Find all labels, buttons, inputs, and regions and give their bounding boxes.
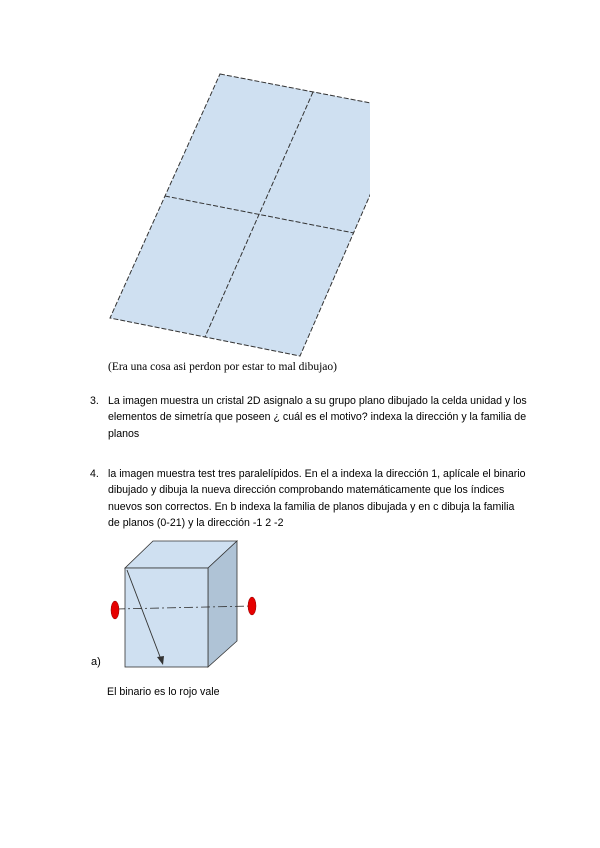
- figure-a-label: a): [91, 656, 101, 668]
- question-4-text: la imagen muestra test tres paralelípidos. En el a indexa la dirección 1, aplícale el binario dibujado y dibuja la nueva dirección comprobando matemáticamente que los índices nuevos son correctos. En b indexa la familia de planos dibujada y en c dibuja la familia de planos (0-21) y la dirección -1 2 -2: [108, 468, 526, 530]
- binary-marker-right: [248, 597, 256, 615]
- question-3-number: 3.: [90, 395, 99, 407]
- cube-figure: [106, 536, 260, 670]
- question-3-text: La imagen muestra un cristal 2D asignalo a su grupo plano dibujado la celda unidad y los elementos de simetría que poseen ¿ cuál es el motivo? indexa la dirección y la familia de planos: [108, 395, 527, 440]
- binary-note: El binario es lo rojo vale: [107, 686, 220, 698]
- figure-caption: (Era una cosa asi perdon por estar to mal dibujao): [108, 361, 337, 373]
- question-4-number: 4.: [90, 468, 99, 480]
- binary-marker-left: [111, 601, 119, 619]
- question-3: [90, 393, 528, 442]
- lattice-cells: [110, 74, 370, 356]
- cube-front-face: [125, 568, 208, 667]
- lattice-figure: [100, 68, 370, 363]
- question-4: [90, 466, 528, 532]
